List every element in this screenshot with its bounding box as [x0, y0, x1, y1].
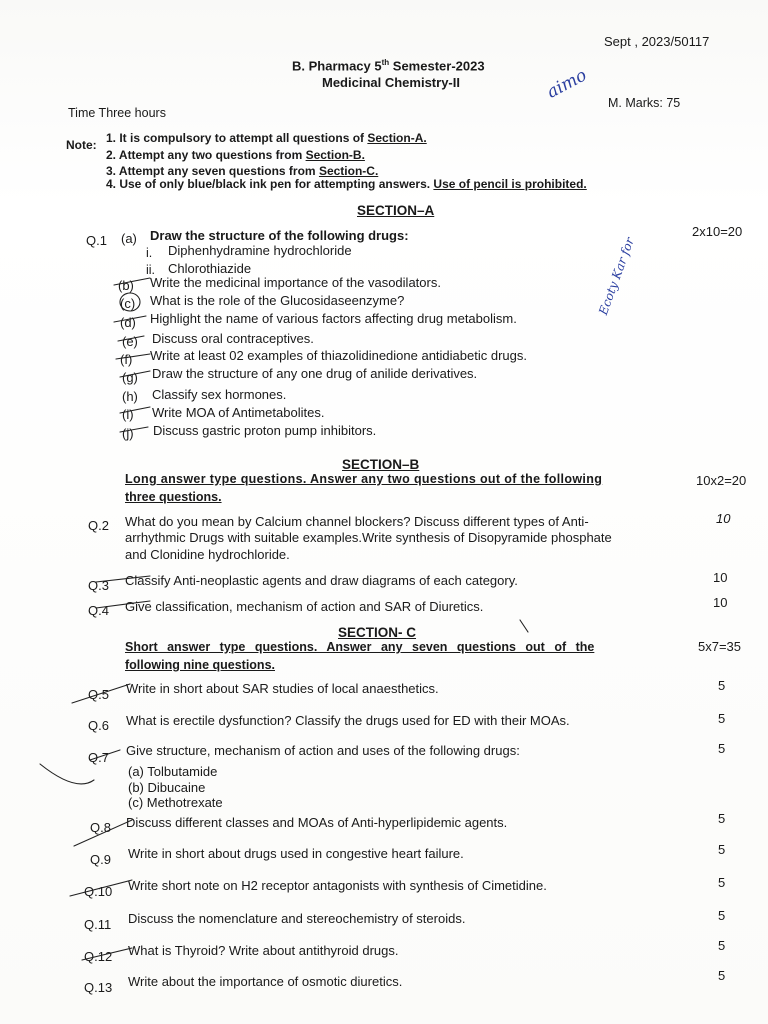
paper-title: B. Pharmacy 5th Semester-2023 — [292, 58, 485, 74]
question-number: Q.4 — [88, 603, 109, 618]
note-item: 3. Attempt any seven questions from Section-C. — [106, 164, 379, 178]
question-marks: 10 — [713, 570, 728, 585]
section-c-heading: SECTION- C — [338, 625, 417, 640]
section-b-instruction: three questions. — [125, 490, 222, 504]
question-text: Write in short about SAR studies of local anaesthetics. — [126, 681, 439, 696]
section-b-heading: SECTION–B — [342, 457, 420, 472]
section-a-heading: SECTION–A — [357, 203, 435, 218]
sub-label: ii. — [146, 263, 156, 277]
part-text: Classify sex hormones. — [152, 387, 287, 402]
question-number: Q.12 — [84, 949, 113, 964]
question-text: Give structure, mechanism of action and uses of the following drugs: — [126, 743, 520, 758]
section-c-instruction: Short answer type questions. Answer any seven questions out of the — [125, 640, 595, 654]
question-number: Q.10 — [84, 884, 113, 899]
section-c-instruction: following nine questions. — [125, 658, 275, 672]
part-label: (a) — [121, 231, 137, 246]
part-label: (g) — [122, 370, 138, 385]
question-marks: 5 — [718, 842, 726, 857]
part-text: Discuss gastric proton pump inhibitors. — [153, 423, 377, 438]
sub-item: (c) Methotrexate — [128, 795, 223, 810]
part-label: (h) — [122, 389, 138, 404]
question-text: What is erectile dysfunction? Classify the drugs used for ED with their MOAs. — [126, 713, 570, 728]
question-text: arrhythmic Drugs with suitable examples.Write synthesis of Disopyramide phosphate — [125, 530, 612, 545]
question-marks: 5 — [718, 938, 726, 953]
section-a-marks: 2x10=20 — [692, 224, 743, 239]
question-marks: 5 — [718, 711, 726, 726]
question-number: Q.5 — [88, 687, 109, 702]
question-text: and Clonidine hydrochloride. — [125, 547, 290, 562]
question-text: Write in short about drugs used in congestive heart failure. — [128, 846, 464, 861]
part-text: Diphenhydramine hydrochloride — [168, 243, 352, 258]
section-b-instruction: Long answer type questions. Answer any two questions out of the following — [125, 472, 603, 486]
question-marks: 5 — [718, 968, 726, 983]
part-label: (e) — [122, 334, 138, 349]
question-number: Q.11 — [84, 917, 112, 932]
note-label: Note: — [66, 138, 97, 152]
part-text: Write MOA of Antimetabolites. — [152, 405, 325, 420]
part-label: (c) — [120, 296, 136, 311]
part-text: Highlight the name of various factors affecting drug metabolism. — [150, 311, 517, 326]
question-text: What is Thyroid? Write about antithyroid drugs. — [128, 943, 399, 958]
part-label: (d) — [120, 315, 136, 330]
question-text: Write short note on H2 receptor antagonists with synthesis of Cimetidine. — [128, 878, 547, 893]
question-number: Q.1 — [86, 233, 107, 248]
question-text: Give classification, mechanism of action and SAR of Diuretics. — [125, 599, 484, 614]
part-label: (i) — [122, 407, 134, 422]
question-text: Write about the importance of osmotic diuretics. — [128, 974, 403, 989]
question-text: What do you mean by Calcium channel blockers? Discuss different types of Anti- — [125, 514, 589, 529]
part-label: (j) — [122, 426, 134, 441]
question-number: Q.7 — [88, 750, 109, 765]
question-marks: 5 — [718, 811, 726, 826]
question-number: Q.9 — [90, 852, 111, 867]
note-item: 4. Use of only blue/black ink pen for attempting answers. Use of pencil is prohibited. — [106, 177, 587, 191]
paper-code: Sept , 2023/50117 — [604, 34, 710, 49]
question-marks: 10 — [713, 595, 728, 610]
sub-item: (a) Tolbutamide — [128, 764, 218, 779]
note-item: 1. It is compulsory to attempt all questions of Section-A. — [106, 131, 427, 145]
question-number: Q.8 — [90, 820, 111, 835]
part-label: (f) — [120, 352, 133, 367]
section-b-marks: 10x2=20 — [696, 473, 747, 488]
sub-item: (b) Dibucaine — [128, 780, 206, 795]
question-marks: 10 — [716, 511, 731, 526]
part-text: What is the role of the Glucosidaseenzyme? — [150, 293, 405, 308]
question-marks: 5 — [718, 875, 726, 890]
sub-label: i. — [146, 246, 153, 260]
part-label: (b) — [118, 278, 134, 293]
question-marks: 5 — [718, 678, 726, 693]
question-marks: 5 — [718, 908, 726, 923]
question-text: Discuss different classes and MOAs of Anti-hyperlipidemic agents. — [126, 815, 508, 830]
handwritten-note: aimo — [543, 65, 591, 103]
handwritten-note: Ecoty Kar for — [596, 235, 637, 317]
paper-time: Time Three hours — [68, 106, 166, 120]
question-number: Q.2 — [88, 518, 109, 533]
note-item: 2. Attempt any two questions from Section-B. — [106, 148, 365, 162]
part-text: Write the medicinal importance of the vasodilators. — [150, 275, 441, 290]
question-text: Discuss the nomenclature and stereochemistry of steroids. — [128, 911, 466, 926]
paper-max-marks: M. Marks: 75 — [608, 96, 681, 110]
part-text: Write at least 02 examples of thiazolidinedione antidiabetic drugs. — [150, 348, 527, 363]
question-marks: 5 — [718, 741, 726, 756]
part-text: Draw the structure of any one drug of anilide derivatives. — [152, 366, 478, 381]
question-text: Classify Anti-neoplastic agents and draw diagrams of each category. — [125, 573, 518, 588]
question-number: Q.6 — [88, 718, 109, 733]
part-text: Discuss oral contraceptives. — [152, 331, 314, 346]
section-c-marks: 5x7=35 — [698, 639, 742, 654]
question-number: Q.3 — [88, 578, 109, 593]
paper-subject: Medicinal Chemistry-II — [322, 75, 460, 90]
part-text: Chlorothiazide — [168, 261, 252, 276]
part-text: Draw the structure of the following drugs: — [150, 228, 409, 243]
question-number: Q.13 — [84, 980, 113, 995]
